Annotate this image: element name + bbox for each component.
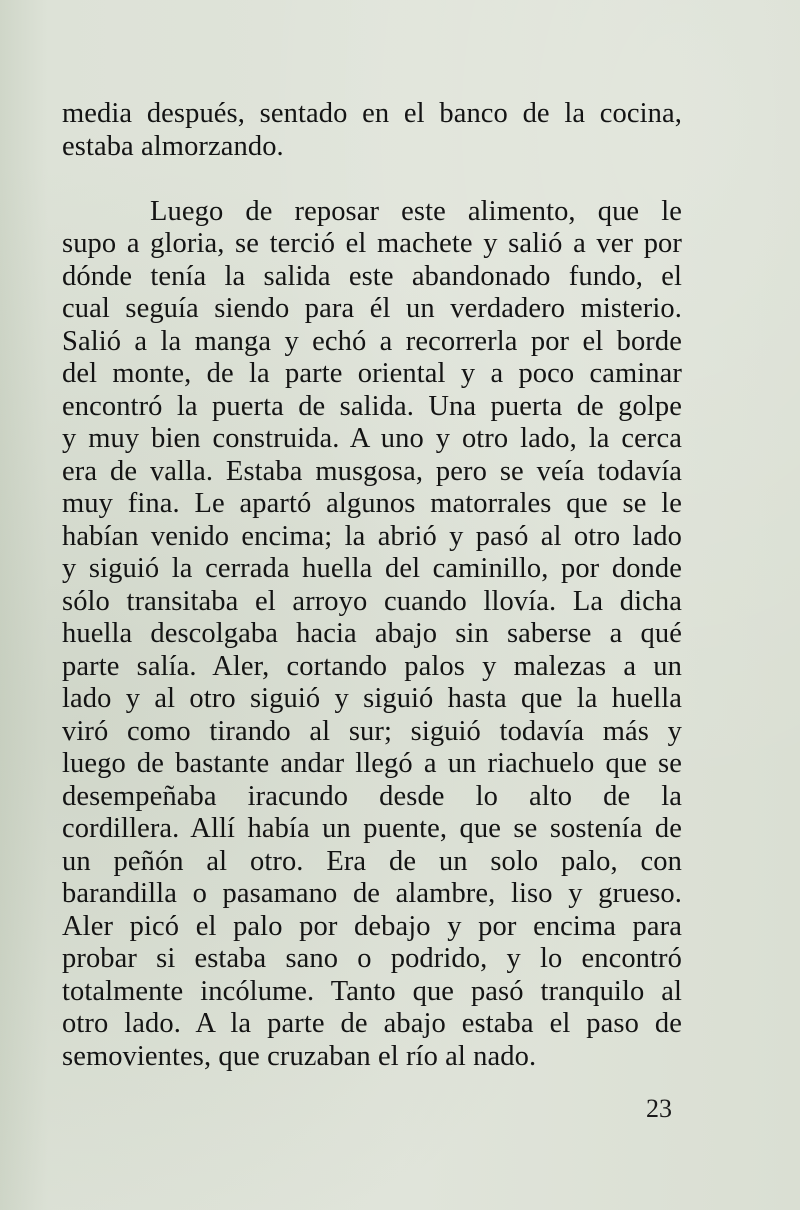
text-line: media después, sentado en el banco de la cocina, — [62, 98, 682, 129]
text-line: dónde tenía la salida este abandonado fundo, el — [62, 260, 682, 292]
text-line: del monte, de la parte oriental y a poco caminar — [62, 358, 682, 389]
text-line: cordillera. Allí había un puente, que se sostenía de — [62, 813, 682, 844]
text-line: huella descolgaba hacia abajo sin saberse a qué — [62, 618, 682, 649]
text-line: supo a gloria, se terció el machete y salió a ver por — [62, 228, 682, 259]
text-line: semovientes, que cruzaban el río al nado. — [62, 1040, 537, 1072]
text-line: cual seguía siendo para él un verdadero misterio. — [62, 293, 682, 324]
text-line: desempeñaba iracundo desde lo alto de la — [62, 780, 682, 812]
text-line: Luego de reposar este alimento, que le — [150, 195, 682, 227]
text-line: encontró la puerta de salida. Una puerta de golpe — [62, 390, 682, 422]
text-line: otro lado. A la parte de abajo estaba el paso de — [62, 1008, 682, 1039]
text-line: muy fina. Le apartó algunos matorrales que se le — [62, 488, 682, 519]
body-text — [62, 98, 682, 1073]
text-line: viró como tirando al sur; siguió todavía más y — [62, 715, 682, 747]
text-line: luego de bastante andar llegó a un riachuelo que se — [62, 748, 682, 779]
text-line: parte salía. Aler, cortando palos y malezas a un — [62, 650, 682, 682]
text-line: habían venido encima; la abrió y pasó al otro lado — [62, 520, 682, 552]
text-line: probar si estaba sano o podrido, y lo encontró — [62, 943, 682, 974]
text-line: barandilla o pasamano de alambre, liso y grueso. — [62, 878, 682, 909]
text-line: sólo transitaba el arroyo cuando llovía. La dicha — [62, 585, 682, 617]
text-line: y siguió la cerrada huella del caminillo, por donde — [62, 553, 682, 584]
text-line: era de valla. Estaba musgosa, pero se veía todavía — [62, 455, 682, 487]
text-line: Aler picó el palo por debajo y por encima para — [62, 910, 682, 942]
paragraph-gap — [62, 163, 682, 196]
text-line: totalmente incólume. Tanto que pasó tranquilo al — [62, 975, 682, 1007]
page-number: 23 — [646, 1094, 672, 1123]
text-line: Salió a la manga y echó a recorrerla por el borde — [62, 325, 682, 357]
text-line: estaba almorzando. — [62, 130, 284, 162]
text-line: lado y al otro siguió y siguió hasta que la huella — [62, 683, 682, 714]
text-line: y muy bien construida. A uno y otro lado, la cerca — [62, 423, 682, 454]
text-line: un peñón al otro. Era de un solo palo, con — [62, 845, 682, 877]
